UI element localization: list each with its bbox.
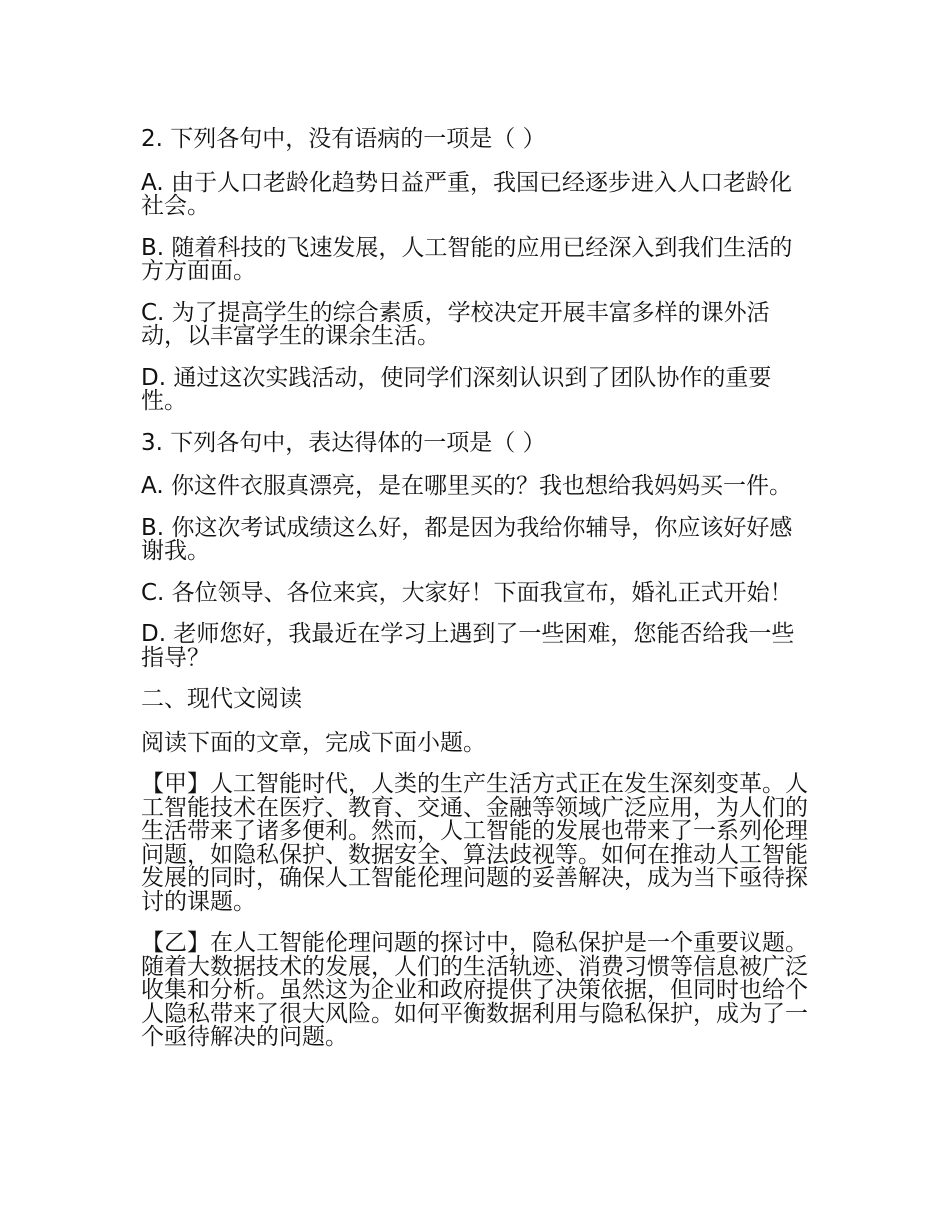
passage-yi: 【乙】在人工智能伦理问题的探讨中，隐私保护是一个重要议题。随着大数据技术的发展，人们的生活轨迹、消费习惯等信息被广泛收集和分析。虽然这为企业和政府提供了决策依据，但同时也给个人隐私带来了很大风险。如何平衡数据利用与隐私保护，成为了一个亟待解决的问题。 (141, 930, 808, 1050)
question-2-option-a: A. 由于人口老龄化趋势日益严重，我国已经逐步进入人口老龄化社会。 (141, 169, 792, 219)
question-3-option-d: D. 老师您好，我最近在学习上遇到了一些困难，您能否给我一些指导？ (141, 621, 795, 671)
question-2-option-b: B. 随着科技的飞速发展，人工智能的应用已经深入到我们生活的方方面面。 (141, 234, 793, 284)
section-title: 二、现代文阅读 (141, 686, 302, 712)
question-3-option-b: B. 你这次考试成绩这么好，都是因为我给你辅导，你应该好好感谢我。 (141, 514, 793, 564)
document-page (141, 128, 813, 1068)
passage-jia: 【甲】人工智能时代，人类的生产生活方式正在发生深刻变革。人工智能技术在医疗、教育、交通、金融等领域广泛应用，为人们的生活带来了诸多便利。然而，人工智能的发展也带来了一系列伦理问题，如隐私保护、数据安全、算法歧视等。如何在推动人工智能发展的同时，确保人工智能伦理问题的妥善解决，成为当下亟待探讨的课题。 (141, 771, 808, 915)
question-2-title: 2. 下列各句中，没有语病的一项是（ ） (141, 126, 546, 152)
question-3-option-a: A. 你这件衣服真漂亮，是在哪里买的？我也想给我妈妈买一件。 (141, 473, 792, 499)
reading-instruction: 阅读下面的文章，完成下面小题。 (141, 729, 486, 756)
question-2-option-c: C. 为了提高学生的综合素质，学校决定开展丰富多样的课外活动，以丰富学生的课余生活。 (141, 299, 770, 349)
question-3-title: 3. 下列各句中，表达得体的一项是（ ） (141, 429, 546, 456)
question-3-option-c: C. 各位领导、各位来宾，大家好！下面我宣布，婚礼正式开始！ (141, 579, 793, 606)
question-2-option-d: D. 通过这次实践活动，使同学们深刻认识到了团队协作的重要性。 (141, 364, 772, 414)
